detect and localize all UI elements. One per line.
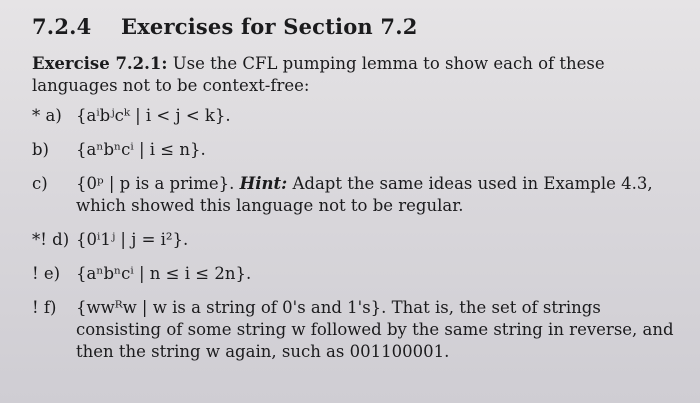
hint-text: Adapt the same ideas used in Example 4.3, which showed this language not to be regular. [76,174,653,215]
exercise-item-b [32,139,682,161]
exercise-item-c [32,173,682,217]
section-number: 7.2.4 [32,14,92,39]
item-marker: ! e) [32,264,61,283]
item-text: {aⁿbⁿcⁱ | n ≤ i ≤ 2n}. [76,264,252,283]
exercise-item-f [32,297,682,363]
exercise-intro-text: Use the CFL pumping lemma to show each of these languages not to be context-free: [32,54,605,95]
item-marker: b) [32,140,49,159]
section-title: Exercises for Section 7.2 [120,14,418,39]
item-text: {aⁿbⁿcⁱ | i ≤ n}. [76,140,206,159]
exercise-items [32,105,682,363]
exercise-label: Exercise 7.2.1: [32,54,168,73]
item-marker: ! f) [32,298,57,317]
hint-label: Hint: [239,174,288,193]
item-marker: c) [32,174,48,193]
item-text: {0ⁱ1ʲ | j = i²}. [76,230,189,249]
item-marker: * a) [32,106,62,125]
exercise-item-d [32,229,682,251]
item-text: {0ᵖ | p is a prime}. [76,174,235,193]
exercise-item-e [32,263,682,285]
item-marker: *! d) [32,230,70,249]
item-text: {wwᴿw | w is a string of 0's and 1's}. That is, the set of strings consisting of some string w followed by the same string in reverse, and then the string w again, such as 001100001. [76,298,674,361]
item-text-block [76,173,682,217]
item-text: {aⁱbʲcᵏ | i < j < k}. [76,106,231,125]
exercise-item-a [32,105,682,127]
exercise-intro [32,53,682,97]
section-heading [32,14,682,39]
